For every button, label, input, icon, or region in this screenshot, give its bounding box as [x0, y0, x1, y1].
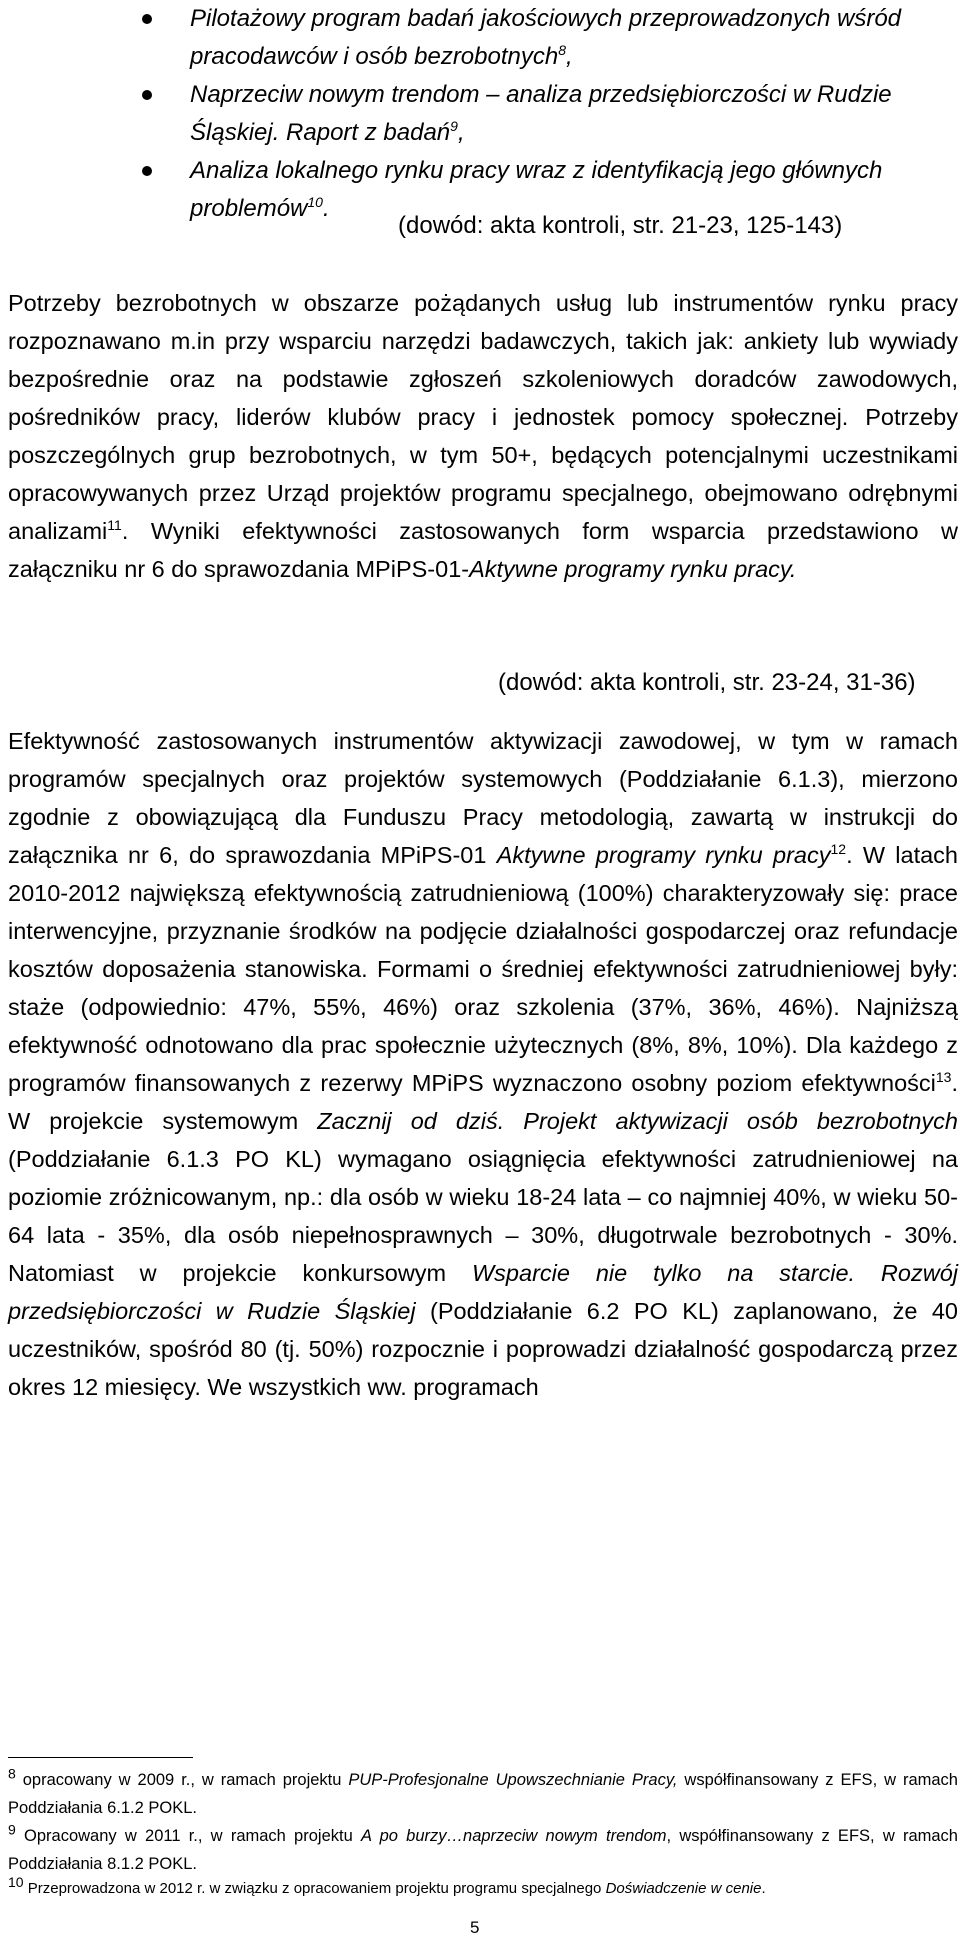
- footnote-ref[interactable]: 11: [107, 517, 122, 534]
- list-item: Pilotażowy program badań jakościowych przeprowadzonych wśród pracodawców i osób bezrobotnych$^8$,: [148, 0, 958, 76]
- footnote-ref[interactable]: 12: [830, 841, 847, 858]
- footnote-ref[interactable]: 9: [450, 118, 458, 134]
- footnote-8: $^8$ opracowany w 2009 r., w ramach projektu PUP-Profesjonalne Upowszechnianie Pracy, współfinansowany z EFS, w ramach Poddziałania 6.1.2 POKL.: [8, 1765, 958, 1817]
- evidence-reference: (dowód: akta kontroli, str. 23-24, 31-36): [498, 669, 916, 696]
- list-item: Naprzeciw nowym trendom – analiza przedsiębiorczości w Rudzie Śląskiej. Raport z badań$^9$,: [148, 76, 958, 152]
- report-list: [148, 0, 958, 228]
- evidence-reference: (dowód: akta kontroli, str. 21-23, 125-143): [398, 212, 843, 239]
- bullet-icon: [142, 90, 152, 100]
- paragraph-needs: Potrzeby bezrobotnych w obszarze pożądanych usług lub instrumentów rynku pracy rozpoznawano m.in przy wsparciu narzędzi badawczych, takich jak: ankiety lub wywiady bezpośrednie oraz na podstawie zgłoszeń szkoleniowych doradców zawodowych, pośredników pracy, liderów klubów pracy i jednostek pomocy społecznej. Potrzeby poszczególnych grup bezrobotnych, w tym 50+, będących potencjalnymi uczestnikami opracowywanych przez Urząd projektów programu specjalnego, obejmowano odrębnymi analizami$^{11}$. Wyniki efektywności zastosowanych form wsparcia przedstawiono w załączniku nr 6 do sprawozdania MPiPS-01-Aktywne programy rynku pracy.: [8, 290, 958, 582]
- footnote-ref[interactable]: 10: [307, 194, 323, 210]
- paragraph-effectiveness: Efektywność zastosowanych instrumentów aktywizacji zawodowej, w tym w ramach programów specjalnych oraz projektów systemowych (Poddziałanie 6.1.3), mierzono zgodnie z obowiązującą dla Funduszu Pracy metodologią, zawartą w instrukcji do załącznika nr 6, do sprawozdania MPiPS-01 Aktywne programy rynku pracy$^{12}$. W latach 2010-2012 największą efektywnością zatrudnieniową (100%) charakteryzowały się: prace interwencyjne, przyznanie środków na podjęcie działalności gospodarczej oraz refundacje kosztów doposażenia stanowiska. Formami o średniej efektywności zatrudnieniowej były: staże (odpowiednio: 47%, 55%, 46%) oraz szkolenia (37%, 36%, 46%). Najniższą efektywność odnotowano dla prac społecznie użytecznych (8%, 8%, 10%). Dla każdego z programów finansowanych z rezerwy MPiPS wyznaczono osobny poziom efektywności$^{13}$. W projekcie systemowym Zacznij od dziś. Projekt aktywizacji osób bezrobotnych (Poddziałanie 6.1.3 PO KL) wymagano osiągnięcia efektywności zatrudnieniowej na poziomie zróżnicowanym, np.: dla osób w wieku 18-24 lata – co najmniej 40%, w wieku 50-64 lata - 35%, dla osób niepełnosprawnych – 30%, długotrwale bezrobotnych - 30%. Natomiast w projekcie konkursowym Wsparcie nie tylko na starcie. Rozwój przedsiębiorczości w Rudzie Śląskiej (Poddziałanie 6.2 PO KL) zaplanowano, że 40 uczestników, spośród 80 (tj. 50%) rozpocznie i poprowadzi działalność gospodarczą przez okres 12 miesięcy. We wszystkich ww. programach: [8, 728, 958, 1400]
- list-item: Analiza lokalnego rynku pracy wraz z identyfikacją jego głównych problemów$^{10}$.: [148, 152, 958, 228]
- footnote-9: $^9$ Opracowany w 2011 r., w ramach projektu A po burzy…naprzeciw nowym trendom, współfinansowany z EFS, w ramach Poddziałania 8.1.2 POKL.: [8, 1821, 958, 1873]
- bullet-icon: [142, 14, 152, 24]
- footnote-10: $^{10}$ Przeprowadzona w 2012 r. w związku z opracowaniem projektu programu specjalnego Doświadczenie w cenie.: [8, 1874, 766, 1897]
- footnote-ref[interactable]: 8: [558, 42, 567, 58]
- page-number: 5: [470, 1918, 480, 1937]
- footnote-ref[interactable]: 13: [935, 1069, 952, 1086]
- bullet-icon: [142, 166, 152, 176]
- footnote-separator: [8, 1757, 193, 1758]
